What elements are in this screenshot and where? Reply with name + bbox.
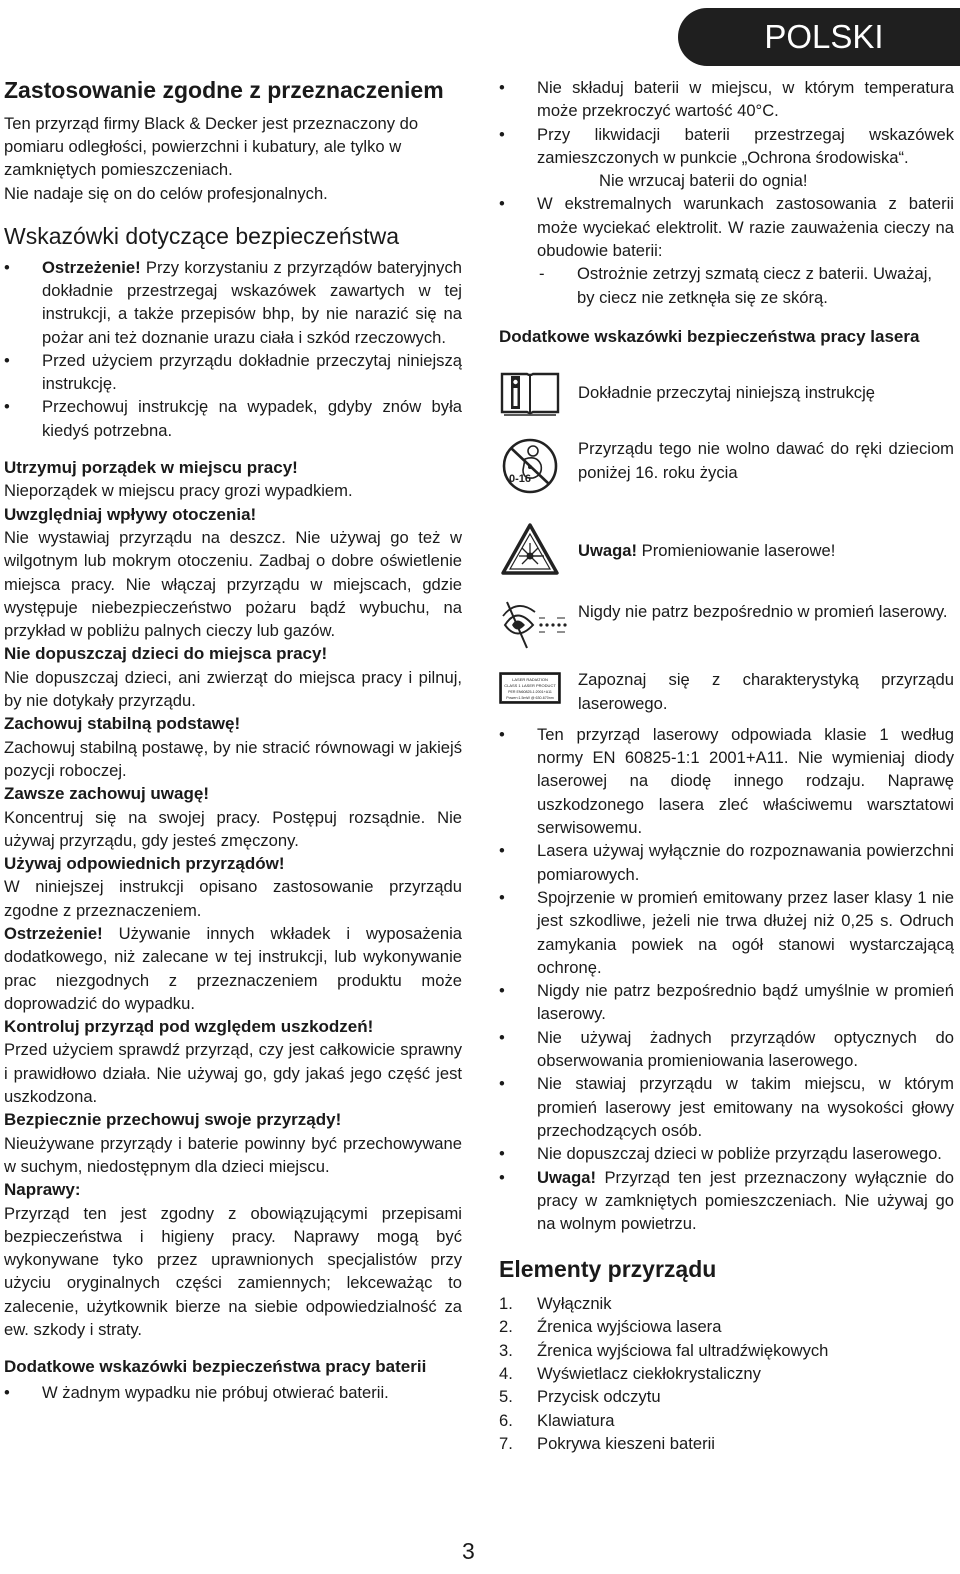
heading-damage: Kontroluj przyrząd pod względem uszkodzeń! bbox=[4, 1017, 374, 1037]
list-item-text: Przyrząd ten jest przeznaczony wyłącznie do pracy w zamkniętych pomieszczeniach. Nie używaj go na wolnym powietrzu. bbox=[537, 1167, 954, 1234]
warning-label: Ostrzeżenie! bbox=[4, 924, 103, 943]
item-number: 1. bbox=[499, 1294, 513, 1314]
label-line: Power<1.5mW @ 630-670nm bbox=[506, 696, 554, 701]
laser-safety-title: Dodatkowe wskazówki bezpieczeństwa pracy lasera bbox=[499, 326, 920, 346]
language-tab: POLSKI bbox=[678, 8, 960, 66]
text-proper-tools: W niniejszej instrukcji opisano zastosowanie przyrządu zgodne z przeznaczeniem. bbox=[4, 877, 462, 920]
text-environment: Nie wystawiaj przyrządu na deszcz. Nie używaj go też w wilgotnym lub mokrym otoczeniu. Zadbaj o dobre oświetlenie miejsca pracy. Nie włączaj przyrządu w miejscach, gdzie występuje niebezpieczeństwo pożaru bądź wybuchu, na przykład w pobliżu palnych cieczy lub gazów. bbox=[4, 527, 462, 641]
heading-order: Utrzymuj porządek w miejscu pracy! bbox=[4, 458, 298, 478]
list-item bbox=[499, 1292, 954, 1315]
list-item bbox=[499, 1166, 954, 1236]
icon-laser-label-text: Zapoznaj się z charakterystyką przyrządu laserowego. bbox=[578, 670, 954, 713]
list-item-text: Nie wrzucaj baterii do ognia! bbox=[599, 171, 808, 191]
no-children-icon bbox=[499, 437, 561, 499]
heading-environment: Uwzględniaj wpływy otoczenia! bbox=[4, 504, 257, 524]
item-number: 7. bbox=[499, 1433, 513, 1453]
icon-row-laser-label bbox=[499, 668, 954, 715]
list-item: • Lasera używaj wyłącznie do rozpoznawania powierzchni pomiarowych. bbox=[499, 839, 954, 886]
text-alert: Koncentruj się na swojej pracy. Postępuj rozsądnie. Nie używaj przyrządu, gdy jesteś zmęczony. bbox=[4, 807, 462, 850]
item-label: Pokrywa kieszeni baterii bbox=[537, 1433, 715, 1453]
list-item bbox=[499, 1362, 954, 1385]
item-label: Źrenica wyjściowa lasera bbox=[537, 1317, 722, 1337]
item-label: Wyświetlacz ciekłokrystaliczny bbox=[537, 1364, 761, 1384]
caution-label: Uwaga! bbox=[578, 541, 638, 561]
list-item bbox=[499, 1315, 954, 1338]
list-item: • Spojrzenie w promień emitowany przez laser klasy 1 nie jest szkodliwe, jeżeli nie trwa dłużej niż 0,25 s. Odruch zamykania powiek na ogół stanowi wystarczającą ochronę. bbox=[499, 886, 954, 979]
list-item bbox=[499, 123, 954, 193]
heading-proper-tools: Używaj odpowiednich przyrządów! bbox=[4, 854, 285, 874]
item-number: 6. bbox=[499, 1410, 513, 1430]
battery-dash-list bbox=[499, 262, 954, 309]
item-number: 2. bbox=[499, 1317, 513, 1337]
icon-eye-text: Nigdy nie patrz bezpośrednio w promień laserowy. bbox=[578, 602, 948, 622]
heading-stance: Zachowuj stabilną podstawę! bbox=[4, 714, 241, 734]
list-item: • Nie składuj baterii w miejscu, w którym temperatura może przekroczyć wartość 40°C. bbox=[499, 76, 954, 123]
list-item: • Nie stawiaj przyrządu w takim miejscu, w którym promień laserowy jest emitowany na wysokości głowy przechodzących osób. bbox=[499, 1072, 954, 1142]
text-stance: Zachowuj stabilną postawę, by nie stracić równowagi w jakiejś pozycji roboczej. bbox=[4, 737, 462, 780]
text-storage: Nieużywane przyrządy i baterie powinny być przechowywane w suchym, niedostępnym dla dzieci miejscu. bbox=[4, 1133, 462, 1176]
warning-paragraph bbox=[4, 922, 462, 1015]
eye-laser-icon bbox=[499, 596, 571, 654]
list-item bbox=[4, 256, 462, 349]
label-line: LASER RADIATION bbox=[512, 677, 548, 683]
battery-safety-title: Dodatkowe wskazówki bezpieczeństwa pracy baterii bbox=[4, 1357, 427, 1377]
heading-repairs: Naprawy: bbox=[4, 1180, 81, 1200]
battery-list-continued bbox=[499, 76, 954, 262]
text-order: Nieporządek w miejscu pracy grozi wypadkiem. bbox=[4, 481, 353, 501]
icon-age-text: Przyrządu tego nie wolno dawać do ręki dzieciom poniżej 16. roku życia bbox=[578, 439, 954, 482]
list-item bbox=[499, 1339, 954, 1362]
icon-read-manual-text: Dokładnie przeczytaj niniejszą instrukcję bbox=[578, 383, 875, 403]
text-children: Nie dopuszczaj dzieci, ani zwierząt do miejsca pracy i pilnuj, by nie dotykały przyrządu. bbox=[4, 667, 462, 711]
list-item bbox=[499, 1432, 954, 1455]
icon-row-age bbox=[499, 437, 954, 499]
warning-text: Przy korzystaniu z przyrządów bateryjnych dokładnie przestrzegaj wskazówek zawartych w tej instrukcji, a także przepisów bhp, by nie narazić się na pożar ani też doznanie urazu ciała i szkód rzeczowych. bbox=[42, 257, 462, 347]
list-item-text: Przy likwidacji baterii przestrzegaj wskazówek zamieszczonych w punkcie „Ochrona środowiska“. bbox=[537, 124, 954, 167]
list-item: • Nigdy nie patrz bezpośrednio bądź umyślnie w promień laserowy. bbox=[499, 979, 954, 1026]
elements-list bbox=[499, 1292, 954, 1455]
page-number: 3 bbox=[462, 1538, 475, 1564]
list-item: • W żadnym wypadku nie próbuj otwierać baterii. bbox=[4, 1381, 462, 1404]
warning-label: Ostrzeżenie! bbox=[42, 257, 141, 277]
caution-text: Promieniowanie laserowe! bbox=[637, 541, 836, 561]
item-label: Źrenica wyjściowa fal ultradźwiękowych bbox=[537, 1340, 829, 1360]
list-item: • Przechowuj instrukcję na wypadek, gdyby znów była kiedyś potrzebna. bbox=[4, 395, 462, 442]
list-item: • Ten przyrząd laserowy odpowiada klasie 1 według normy EN 60825-1:1 2001+A11. Nie wymieniaj diody laserowej na diodę innego rodzaju. Naprawę uszkodzonego lasera zleć właściwemu warsztatowi serwisowemu. bbox=[499, 723, 954, 839]
battery-list bbox=[4, 1381, 462, 1404]
heading-storage: Bezpiecznie przechowuj swoje przyrządy! bbox=[4, 1110, 342, 1130]
item-label: Klawiatura bbox=[537, 1410, 615, 1430]
heading-children: Nie dopuszczaj dzieci do miejsca pracy! bbox=[4, 644, 328, 664]
list-item bbox=[499, 1385, 954, 1408]
left-column bbox=[4, 70, 462, 1404]
laser-product-label-icon bbox=[499, 672, 561, 712]
text-repairs: Przyrząd ten jest zgodny z obowiązującymi przepisami bezpieczeństwa i higieny pracy. Naprawy mogą być wykonywane tyko przez uprawnionych specjalistów przy użyciu oryginalnych części zamiennych; lekceważąc to zalecenie, użytkownik bierze na siebie odpowiedzialność za ew. szkody i straty. bbox=[4, 1203, 462, 1340]
label-line: PER EN60825-1:2001+A11 bbox=[508, 690, 552, 695]
list-item bbox=[499, 1409, 954, 1432]
item-number: 5. bbox=[499, 1387, 513, 1407]
list-item: • W ekstremalnych warunkach zastosowania z baterii może wyciekać elektrolit. W razie zauważenia cieczy na obudowie baterii: bbox=[499, 192, 954, 262]
list-item: • Nie dopuszczaj dzieci w pobliże przyrządu laserowego. bbox=[499, 1142, 954, 1165]
warning-text: Używanie innych wkładek i wyposażenia dodatkowego, niż zalecane w tej instrukcji, lub wykonywanie prac niezgodnych z przeznaczeniem produktu może doprowadzić do wypadku. bbox=[4, 924, 462, 1013]
icon-laser-warning-text bbox=[578, 521, 954, 562]
item-label: Wyłącznik bbox=[537, 1294, 612, 1314]
safety-title: Wskazówki dotyczące bezpieczeństwa bbox=[4, 222, 399, 249]
manual-book-icon bbox=[499, 368, 561, 418]
list-item: - Ostrożnie zetrzyj szmatą ciecz z baterii. Uważaj, by ciecz nie zetknęła się ze skórą. bbox=[499, 262, 954, 309]
item-number: 4. bbox=[499, 1364, 513, 1384]
safety-list bbox=[4, 256, 462, 442]
caution-label: Uwaga! bbox=[537, 1167, 597, 1187]
right-column bbox=[499, 76, 954, 1455]
elements-title: Elementy przyrządu bbox=[499, 1256, 717, 1283]
icon-row-eye bbox=[499, 596, 954, 654]
intended-use-text-2: Nie nadaje się on do celów profesjonalnych. bbox=[4, 183, 328, 203]
laser-safety-list bbox=[499, 723, 954, 1236]
age-label: 0-16 bbox=[509, 473, 532, 486]
list-item: • Przed użyciem przyrządu dokładnie przeczytaj niniejszą instrukcję. bbox=[4, 349, 462, 396]
text-damage: Przed użyciem sprawdź przyrząd, czy jest całkowicie sprawny i prawidłowo działa. Nie używaj go, gdy jakaś jego część jest uszkodzona. bbox=[4, 1040, 462, 1107]
icon-row-read-manual bbox=[499, 368, 954, 418]
intended-use-title: Zastosowanie zgodne z przeznaczeniem bbox=[4, 77, 444, 103]
item-number: 3. bbox=[499, 1340, 513, 1360]
heading-alert: Zawsze zachowuj uwagę! bbox=[4, 784, 209, 804]
list-item: • Nie używaj żadnych przyrządów optycznych do obserwowania promieniowania laserowego. bbox=[499, 1026, 954, 1073]
label-line: CLASS 1 LASER PRODUCT bbox=[504, 683, 556, 689]
laser-warning-icon bbox=[499, 521, 561, 579]
intended-use-text: Ten przyrząd firmy Black & Decker jest przeznaczony do pomiaru odległości, powierzchni i kubatury, ale tylko w zamkniętych pomieszczeniach. bbox=[4, 113, 419, 180]
icon-row-laser-warning bbox=[499, 521, 954, 579]
item-label: Przycisk odczytu bbox=[537, 1387, 661, 1407]
